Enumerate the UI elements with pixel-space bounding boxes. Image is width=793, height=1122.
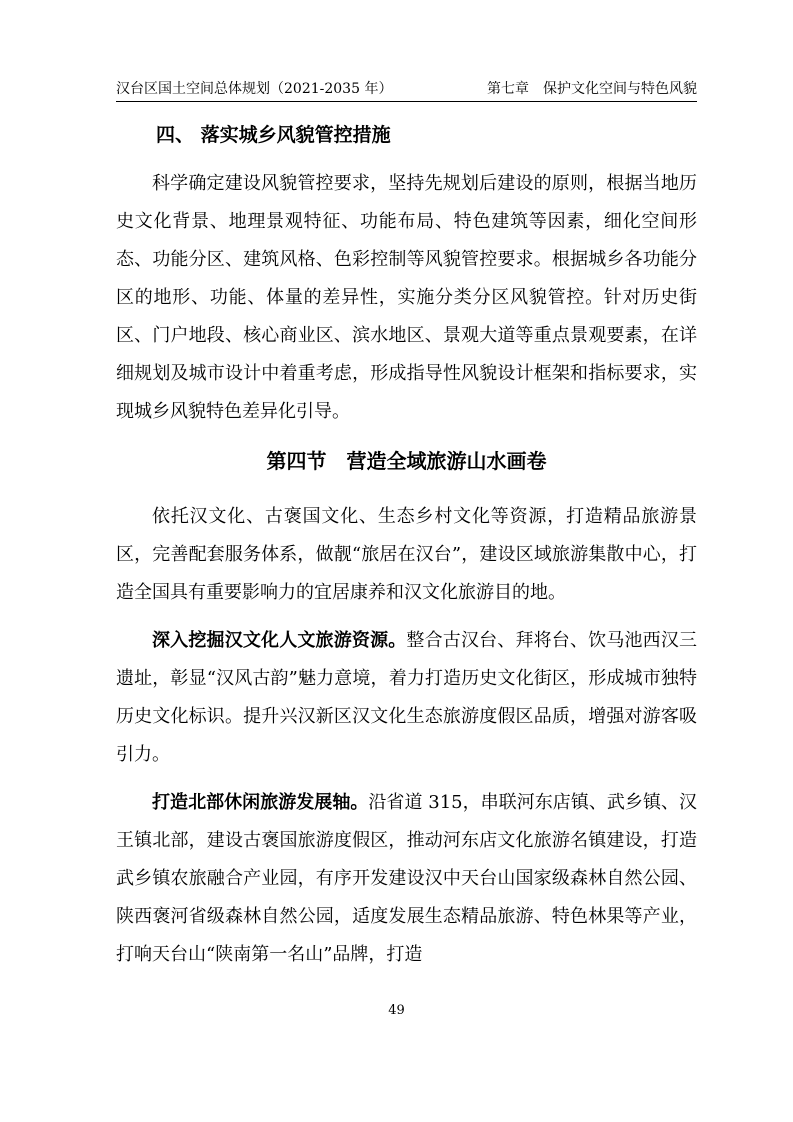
header-document-title: 汉台区国土空间总体规划（2021-2035 年） (116, 81, 393, 97)
section-intro-paragraph: 依托汉文化、古褒国文化、生态乡村文化等资源，打造精品旅游景区，完善配套服务体系，做靓“旅居在汉台”，建设区域旅游集散中心，打造全国具有重要影响力的宜居康养和汉文化旅游目的地。 (116, 506, 697, 603)
paragraph-northern-tourism-axis (116, 784, 697, 974)
header-chapter-title: 第七章 保护文化空间与特色风貌 (487, 81, 697, 97)
paragraph-lead: 打造北部休闲旅游发展轴。 (152, 792, 369, 813)
paragraph-text: 整合古汉台、拜将台、饮马池西汉三遗址，彰显“汉风古韵”魅力意境，着力打造历史文化街区，形成城市独特历史文化标识。提升兴汉新区汉文化生态旅游度假区品质，增强对游客吸引力。 (116, 630, 698, 765)
page-number: 49 (388, 1003, 405, 1018)
page-body (116, 110, 697, 974)
paragraph-text: 沿省道 315，串联河东店镇、武乡镇、汉王镇北部，建设古褒国旅游度假区，推动河东店文化旅游名镇建设，打造武乡镇农旅融合产业园，有序开发建设汉中天台山国家级森林自然公园、陕西褒河省级森林自然公园，适度发展生态精品旅游、特色林果等产业，打响天台山“陕南第一名山”品牌，打造 (116, 792, 698, 965)
paragraph-hanculture-resources (116, 622, 697, 774)
paragraph-lead: 深入挖掘汉文化人文旅游资源。 (152, 630, 407, 651)
subsection-heading: 四、 落实城乡风貌管控措施 (156, 124, 391, 146)
subsection-paragraph: 科学确定建设风貌管控要求，坚持先规划后建设的原则，根据当地历史文化背景、地理景观特征、功能布局、特色建筑等因素，细化空间形态、功能分区、建筑风格、色彩控制等风貌管控要求。根据城乡各功能分区的地形、功能、体量的差异性，实施分类分区风貌管控。针对历史街区、门户地段、核心商业区、滨水地区、景观大道等重点景观要素，在详细规划及城市设计中着重考虑，形成指导性风貌设计框架和指标要求，实现城乡风貌特色差异化引导。 (116, 173, 697, 422)
section-heading: 第四节 营造全域旅游山水画卷 (266, 449, 547, 473)
running-header (116, 74, 697, 102)
